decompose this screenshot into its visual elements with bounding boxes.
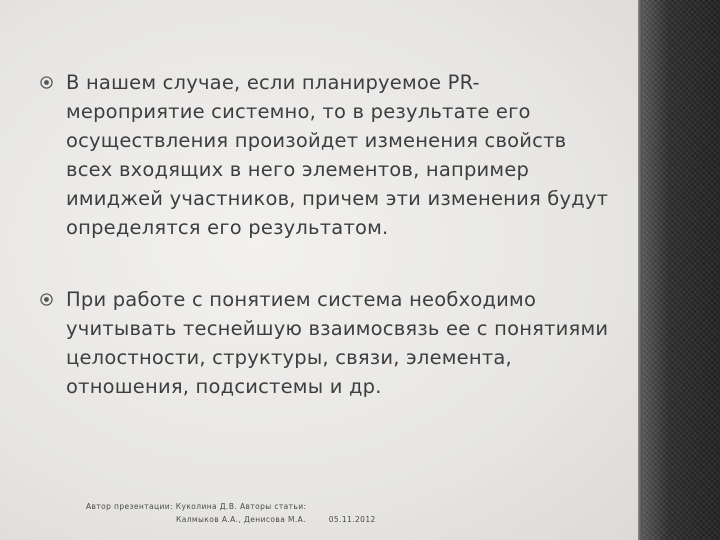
- bullet-item-2: [40, 285, 610, 401]
- side-band: [642, 0, 720, 540]
- footer-author-line: Автор презентации: Куколина Д.В. Авторы статьи:: [86, 502, 307, 511]
- slide-footer: [86, 500, 376, 526]
- footer-article-authors: Калмыков А.А., Денисова М.А.: [176, 515, 306, 524]
- bullet-list: [40, 68, 610, 401]
- bullet-text-1: В нашем случае, если планируемое PR-мероприятие системно, то в результате его осуществления произойдет изменения свойств всех входящих в него элементов, например имиджей участников, причем эти изменения будут определятся его результатом.: [66, 71, 609, 239]
- target-bullet-icon: [40, 76, 53, 89]
- footer-date: 05.11.2012: [328, 515, 376, 524]
- bullet-item-1: [40, 68, 610, 242]
- bullet-text-2: При работе с понятием система необходимо учитывать теснейшую взаимосвязь ее с понятиями целостности, структуры, связи, элемента, отношения, подсистемы и др.: [66, 288, 609, 398]
- target-bullet-icon: [40, 293, 53, 306]
